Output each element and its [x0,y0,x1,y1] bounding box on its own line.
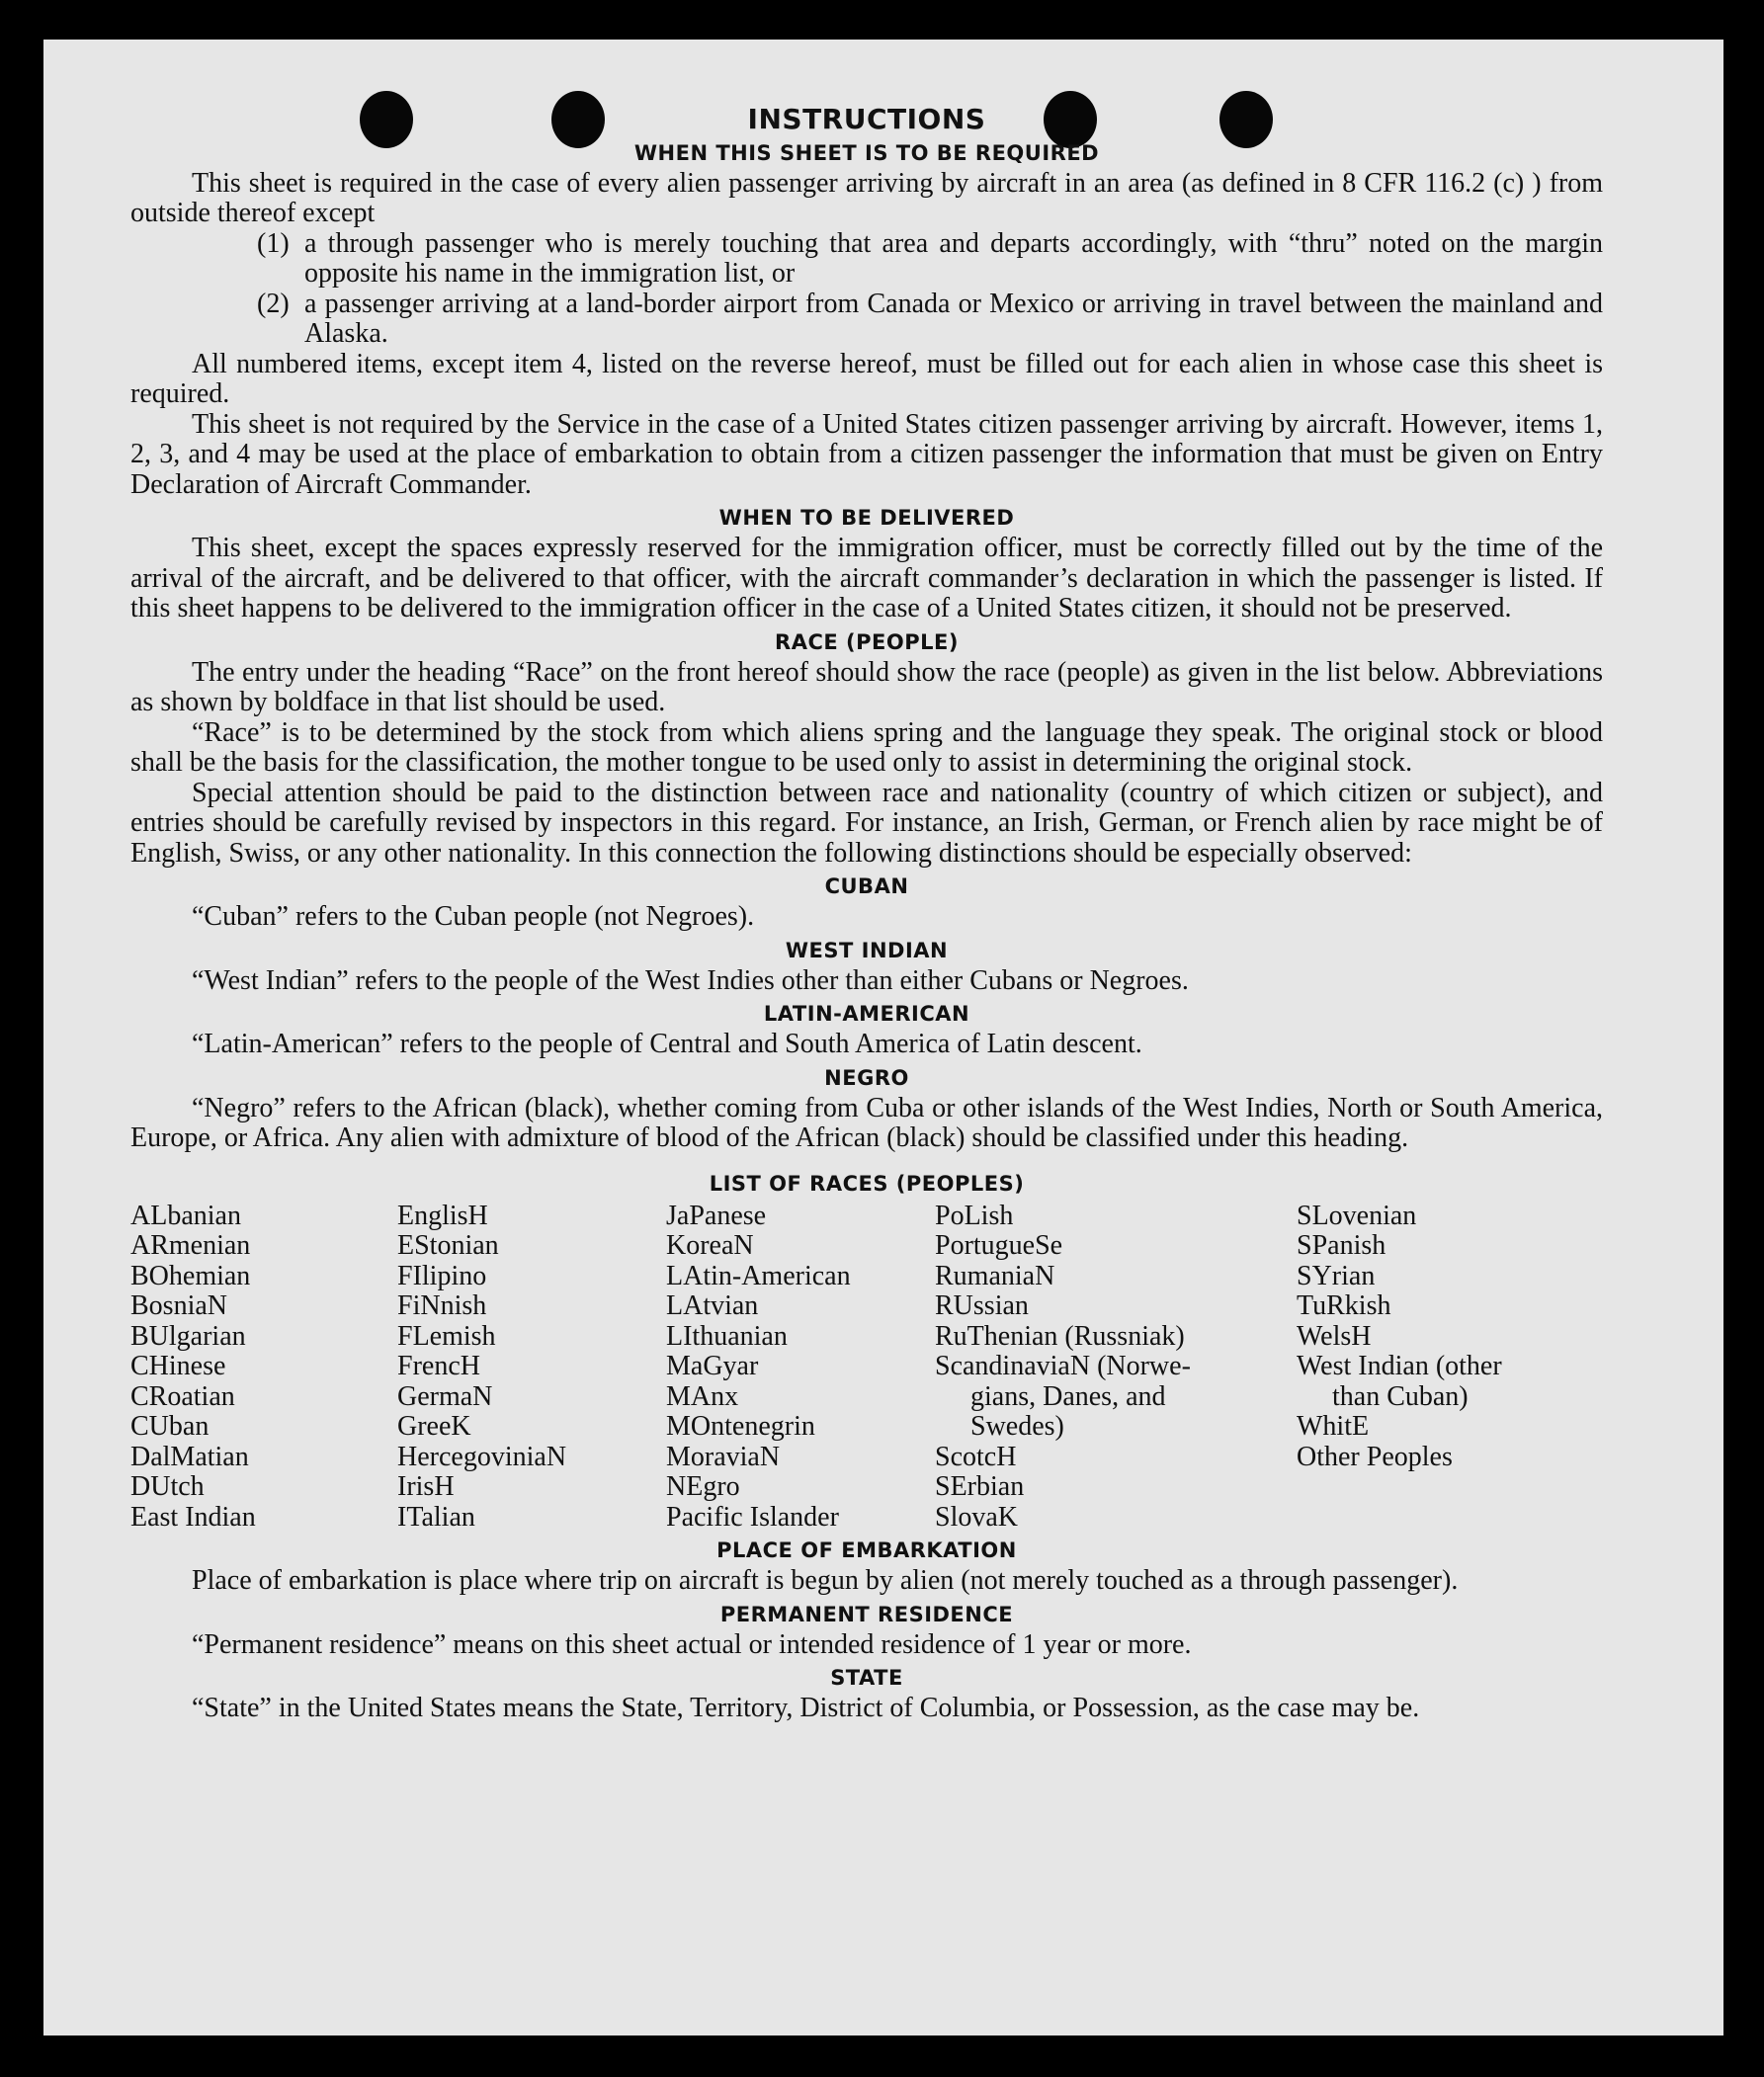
race-entry: ITalian [397,1501,475,1533]
race-entry: MaGyar [666,1351,759,1381]
race-entry: WelsH [1297,1320,1372,1352]
section-heading-negro: NEGRO [824,1065,909,1090]
race-entry: WhitE [1297,1411,1370,1442]
race-entry: PoLish [935,1200,1014,1231]
race-entry: FIlipino [397,1260,487,1291]
item-number: (1) [257,227,290,259]
race-column [666,1202,935,1534]
section-heading-required: WHEN THIS SHEET IS TO BE REQUIRED [633,140,1100,165]
paragraph: Place of embarkation is place where trip on aircraft is begun by alien (not merely touched as a through passenger). [192,1565,1459,1596]
race-entry: TuRkish [1297,1290,1391,1321]
race-entry: ScandinaviaN (Norwe- [935,1351,1191,1381]
paragraph: This sheet is not required by the Service in the case of a United States citizen passenger arriving by aircraft. However, items 1, 2, 3, and 4 may be used at the place of embarkation to obtain from a citizen passenger the information that must be given on Entry Declaration of Aircraft Commander. [130,408,1603,500]
race-entry: NEgro [666,1471,740,1502]
race-entry: LAtin-American [666,1260,851,1291]
race-entry: HercegoviniaN [397,1441,567,1472]
race-entry: BosniaN [130,1290,227,1321]
race-entry: Other Peoples [1297,1441,1453,1472]
race-entry: LAtvian [666,1290,759,1321]
race-entry: Pacific Islander [666,1501,839,1533]
paragraph: “West Indian” refers to the people of the West Indies other than either Cubans or Negroes. [192,964,1189,996]
paragraph: “Latin-American” refers to the people of Central and South America of Latin descent. [192,1029,1142,1059]
race-entry: FrencH [397,1351,480,1381]
section-heading-state: STATE [830,1666,903,1690]
race-entry: than Cuban) [1332,1380,1469,1412]
race-entry: CRoatian [130,1380,235,1412]
race-entry: CUban [130,1411,210,1442]
race-entry: DalMatian [130,1441,249,1472]
race-entry: Swedes) [970,1411,1064,1442]
paragraph: “Permanent residence” means on this sheet actual or intended residence of 1 year or more. [192,1628,1192,1660]
section-heading-west-indian: WEST INDIAN [785,938,949,962]
item-text: a through passenger who is merely touching that area and departs accordingly, with “thru” noted on the margin opposite his name in the immigration list, or [304,227,1603,289]
section-heading-embarkation: PLACE OF EMBARKATION [716,1538,1017,1562]
list-item [257,229,1603,290]
document-sheet [43,40,1723,2035]
race-entry: West Indian (other [1297,1351,1502,1381]
item-number: (2) [257,288,290,319]
race-entry: CHinese [130,1351,226,1381]
race-entry: MOntenegrin [666,1411,815,1442]
race-list [130,1202,1603,1534]
race-column [935,1202,1297,1534]
race-column [130,1202,397,1534]
race-entry: KoreaN [666,1230,754,1261]
race-entry: BUlgarian [130,1320,246,1352]
race-entry: EStonian [397,1230,499,1261]
section-heading-residence: PERMANENT RESIDENCE [719,1602,1014,1626]
race-entry: LIthuanian [666,1320,788,1352]
paragraph: The entry under the heading “Race” on the front hereof should show the race (people) as given in the list below. Abbreviations as shown by boldface in that list should be used. [130,656,1603,717]
race-entry: ScotcH [935,1441,1017,1472]
instructions-body [130,105,1603,1724]
race-entry: GreeK [397,1411,471,1442]
race-entry: East Indian [130,1501,256,1533]
race-entry: DUtch [130,1471,205,1502]
section-heading-list-of-races: LIST OF RACES (PEOPLES) [709,1171,1025,1196]
race-entry: SlovaK [935,1501,1018,1533]
race-entry: SErbian [935,1471,1025,1502]
race-entry: SPanish [1297,1230,1386,1261]
race-entry: SYrian [1297,1260,1376,1291]
race-entry: EnglisH [397,1200,488,1231]
race-column [1297,1202,1603,1534]
race-entry: JaPanese [666,1200,767,1231]
race-entry: ARmenian [130,1230,251,1261]
paragraph: “Race” is to be determined by the stock from which aliens spring and the language they speak. The original stock or blood shall be the basis for the classification, the mother tongue to be used only to assist in determining the original stock. [130,716,1603,778]
race-entry: gians, Danes, and [970,1380,1166,1412]
race-entry: FLemish [397,1320,496,1352]
list-item [257,290,1603,350]
race-entry: ALbanian [130,1200,241,1231]
paragraph: “Negro” refers to the African (black), whether coming from Cuba or other islands of the West Indies, North or South America, Europe, or Africa. Any alien with admixture of blood of the African (black) should be classified under this heading. [130,1092,1603,1153]
race-entry: PortugueSe [935,1230,1063,1261]
section-heading-delivered: WHEN TO BE DELIVERED [718,506,1015,530]
race-entry: RUssian [935,1290,1029,1321]
race-entry: IrisH [397,1471,455,1502]
paragraph: This sheet, except the spaces expressly reserved for the immigration officer, must be correctly filled out by the time of the arrival of the aircraft, and be delivered to that officer, with the aircraft commander’s declaration in which the passenger is listed. If this sheet happens to be delivered to the immigration officer in the case of a United States citizen, it should not be preserved. [130,533,1603,623]
paragraph: “Cuban” refers to the Cuban people (not Negroes). [192,901,755,932]
race-entry: BOhemian [130,1260,251,1291]
section-heading-latin-american: LATIN-AMERICAN [763,1002,970,1026]
race-entry: FiNnish [397,1290,487,1321]
paragraph: “State” in the United States means the State, Territory, District of Columbia, or Possession, as the case may be. [192,1693,1420,1723]
paragraph: All numbered items, except item 4, listed on the reverse hereof, must be filled out for each alien in whose case this sheet is required. [130,348,1603,409]
race-entry: RuThenian (Russniak) [935,1320,1185,1352]
race-entry: MAnx [666,1380,739,1412]
paragraph: Special attention should be paid to the distinction between race and nationality (country of which citizen or subject), and entries should be carefully revised by inspectors in this regard. For instance, an Irish, German, or French alien by race might be of English, Swiss, or any other nationality. In this connection the following distinctions should be especially observed: [130,777,1603,869]
page-title: INSTRUCTIONS [747,103,986,135]
item-text: a passenger arriving at a land-border airport from Canada or Mexico or arriving in travel between the mainland and Alaska. [304,288,1603,349]
paragraph: This sheet is required in the case of every alien passenger arriving by aircraft in an area (as defined in 8 CFR 116.2 (c) ) from outside thereof except [130,167,1603,228]
section-heading-race: RACE (PEOPLE) [775,629,959,654]
race-entry: SLovenian [1297,1200,1417,1231]
race-entry: GermaN [397,1380,493,1412]
race-entry: RumaniaN [935,1260,1055,1291]
section-heading-cuban: CUBAN [824,874,909,898]
race-entry: MoraviaN [666,1441,781,1472]
race-column [397,1202,666,1534]
